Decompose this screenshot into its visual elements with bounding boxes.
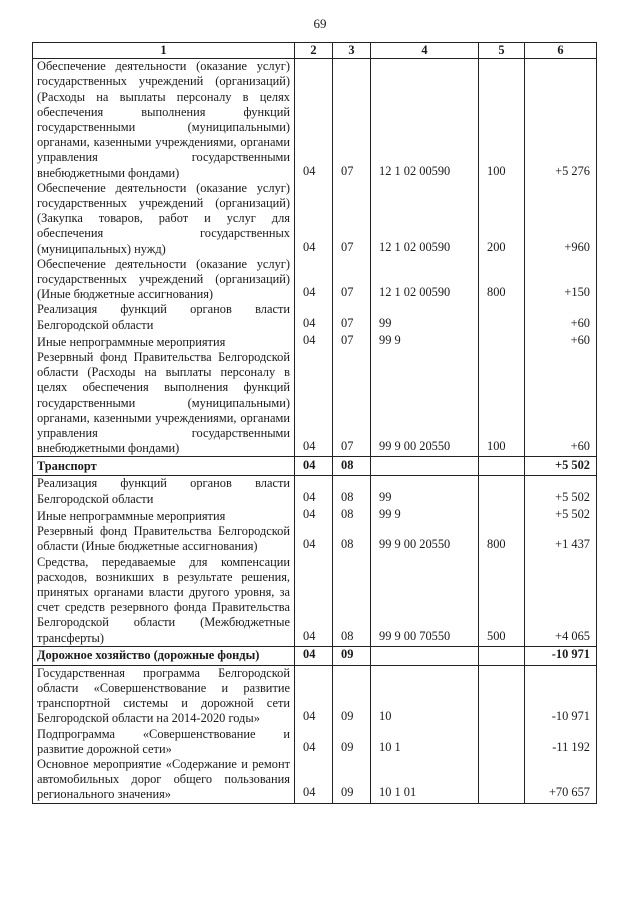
row-description: Обеспечение деятельности (оказание услуг) государственных учреждений (организаций) (Закупка товаров, работ и услуг для обеспечения государственных (муниципальных) нужд) xyxy=(33,181,295,257)
table-row xyxy=(33,555,597,647)
row-amount: +960 xyxy=(525,181,597,257)
row-section: 04 xyxy=(295,257,333,303)
row-description: Государственная программа Белгородской области «Совершенствование и развитие транспортной системы и дорожной сети Белгородской области на 2014-2020 годы» xyxy=(33,665,295,726)
row-description: Подпрограмма «Совершенствование и развитие дорожной сети» xyxy=(33,727,295,757)
header-row xyxy=(33,43,597,59)
row-description: Обеспечение деятельности (оказание услуг) государственных учреждений (организаций) (Расходы на выплаты персоналу в целях обеспечения выполнения функций государственными (муниципальными) органами, казенными учреждениями, органами управления государственными внебюджетными фондами) xyxy=(33,59,295,181)
row-amount: +4 065 xyxy=(525,555,597,647)
table-row xyxy=(33,476,597,507)
row-subsection: 07 xyxy=(333,59,371,181)
row-section: 04 xyxy=(295,646,333,665)
section-row-road-facilities xyxy=(33,646,597,665)
row-section: 04 xyxy=(295,457,333,476)
row-target-code: 12 1 02 00590 xyxy=(371,257,479,303)
row-target-code: 99 xyxy=(371,476,479,507)
table-row xyxy=(33,350,597,457)
column-header-5: 5 xyxy=(479,43,525,59)
row-amount: -10 971 xyxy=(525,665,597,726)
row-target-code: 99 9 xyxy=(371,507,479,524)
row-section: 04 xyxy=(295,555,333,647)
table-row xyxy=(33,257,597,303)
row-expense-type xyxy=(479,727,525,757)
row-section: 04 xyxy=(295,302,333,332)
row-expense-type: 100 xyxy=(479,350,525,457)
row-amount: +70 657 xyxy=(525,757,597,803)
column-header-1: 1 xyxy=(33,43,295,59)
section-row-transport xyxy=(33,457,597,476)
row-expense-type xyxy=(479,457,525,476)
row-section: 04 xyxy=(295,727,333,757)
row-target-code: 99 9 xyxy=(371,333,479,350)
row-amount: +5 502 xyxy=(525,507,597,524)
section-title: Транспорт xyxy=(33,457,295,476)
row-expense-type: 800 xyxy=(479,257,525,303)
row-description: Иные непрограммные мероприятия xyxy=(33,333,295,350)
row-amount: +60 xyxy=(525,302,597,332)
row-expense-type xyxy=(479,757,525,803)
row-amount: +1 437 xyxy=(525,524,597,554)
section-title: Дорожное хозяйство (дорожные фонды) xyxy=(33,646,295,665)
row-description: Резервный фонд Правительства Белгородской области (Иные бюджетные ассигнования) xyxy=(33,524,295,554)
row-amount: +60 xyxy=(525,350,597,457)
row-target-code: 10 1 xyxy=(371,727,479,757)
page-number: 69 xyxy=(313,16,327,31)
row-subsection: 08 xyxy=(333,555,371,647)
row-target-code: 12 1 02 00590 xyxy=(371,59,479,181)
row-subsection: 07 xyxy=(333,181,371,257)
row-amount: +5 502 xyxy=(525,476,597,507)
row-amount: -10 971 xyxy=(525,646,597,665)
row-expense-type: 500 xyxy=(479,555,525,647)
row-subsection: 08 xyxy=(333,476,371,507)
row-description: Средства, передаваемые для компенсации расходов, возникших в результате решения, принятых органами власти другого уровня, за счет средств резервного фонда Правительства Белгородской области (Межбюджетные трансферты) xyxy=(33,555,295,647)
row-subsection: 07 xyxy=(333,302,371,332)
row-subsection: 09 xyxy=(333,757,371,803)
table-row xyxy=(33,507,597,524)
table-row xyxy=(33,524,597,554)
row-expense-type: 800 xyxy=(479,524,525,554)
row-section: 04 xyxy=(295,476,333,507)
column-header-4: 4 xyxy=(371,43,479,59)
row-section: 04 xyxy=(295,757,333,803)
row-amount: +5 276 xyxy=(525,59,597,181)
row-amount: +60 xyxy=(525,333,597,350)
row-expense-type xyxy=(479,665,525,726)
row-expense-type xyxy=(479,507,525,524)
row-target-code: 10 1 01 xyxy=(371,757,479,803)
column-header-6: 6 xyxy=(525,43,597,59)
row-expense-type xyxy=(479,302,525,332)
row-section: 04 xyxy=(295,333,333,350)
column-header-2: 2 xyxy=(295,43,333,59)
column-header-3: 3 xyxy=(333,43,371,59)
row-description: Основное мероприятие «Содержание и ремонт автомобильных дорог общего пользования регионального значения» xyxy=(33,757,295,803)
row-target-code xyxy=(371,457,479,476)
row-expense-type: 200 xyxy=(479,181,525,257)
table-row xyxy=(33,333,597,350)
row-description: Иные непрограммные мероприятия xyxy=(33,507,295,524)
row-subsection: 08 xyxy=(333,524,371,554)
row-subsection: 07 xyxy=(333,257,371,303)
row-description: Резервный фонд Правительства Белгородской области (Расходы на выплаты персоналу в целях обеспечения выполнения функций государственными (муниципальными) органами, казенными учреждениями, органами управления государственными внебюджетными фондами) xyxy=(33,350,295,457)
row-section: 04 xyxy=(295,350,333,457)
table-row xyxy=(33,665,597,726)
table-row xyxy=(33,757,597,803)
row-expense-type: 100 xyxy=(479,59,525,181)
table-row xyxy=(33,59,597,181)
row-target-code: 99 9 00 70550 xyxy=(371,555,479,647)
row-target-code xyxy=(371,646,479,665)
row-expense-type xyxy=(479,333,525,350)
row-subsection: 09 xyxy=(333,646,371,665)
row-target-code: 12 1 02 00590 xyxy=(371,181,479,257)
row-section: 04 xyxy=(295,181,333,257)
table-row xyxy=(33,727,597,757)
row-expense-type xyxy=(479,476,525,507)
row-target-code: 99 9 00 20550 xyxy=(371,524,479,554)
row-amount: +5 502 xyxy=(525,457,597,476)
row-target-code: 10 xyxy=(371,665,479,726)
table-row xyxy=(33,302,597,332)
row-description: Реализация функций органов власти Белгородской области xyxy=(33,302,295,332)
row-description: Обеспечение деятельности (оказание услуг) государственных учреждений (организаций) (Иные бюджетные ассигнования) xyxy=(33,257,295,303)
row-section: 04 xyxy=(295,507,333,524)
row-section: 04 xyxy=(295,59,333,181)
row-target-code: 99 9 00 20550 xyxy=(371,350,479,457)
row-section: 04 xyxy=(295,665,333,726)
row-subsection: 07 xyxy=(333,333,371,350)
row-amount: +150 xyxy=(525,257,597,303)
row-subsection: 08 xyxy=(333,457,371,476)
table-row xyxy=(33,181,597,257)
row-description: Реализация функций органов власти Белгородской области xyxy=(33,476,295,507)
row-subsection: 07 xyxy=(333,350,371,457)
row-subsection: 08 xyxy=(333,507,371,524)
row-target-code: 99 xyxy=(371,302,479,332)
row-amount: -11 192 xyxy=(525,727,597,757)
budget-table xyxy=(32,42,597,804)
row-section: 04 xyxy=(295,524,333,554)
row-subsection: 09 xyxy=(333,665,371,726)
row-expense-type xyxy=(479,646,525,665)
row-subsection: 09 xyxy=(333,727,371,757)
